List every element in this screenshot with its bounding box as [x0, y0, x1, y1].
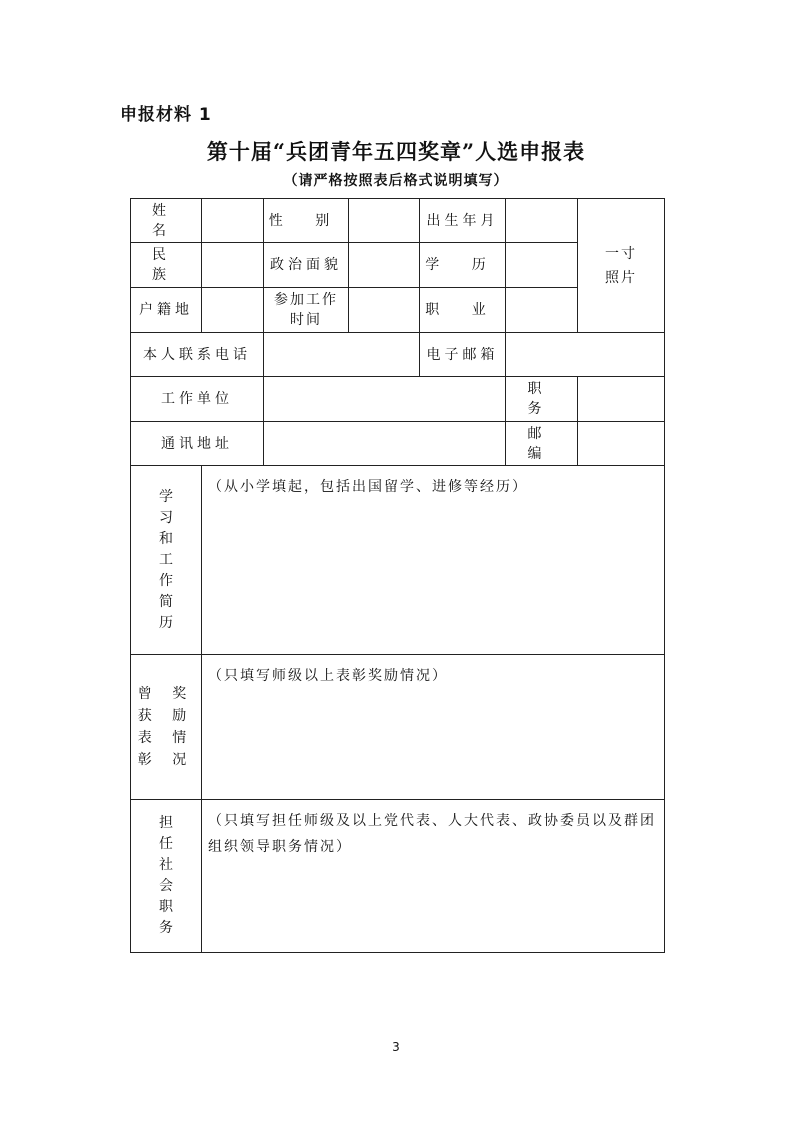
social-char-2: 社 — [159, 857, 173, 873]
occupation-label: 职 业 — [419, 287, 506, 333]
social-label — [130, 799, 202, 953]
email-field[interactable] — [505, 332, 665, 377]
address-field[interactable] — [263, 421, 506, 466]
political-field[interactable] — [348, 242, 420, 288]
resume-note: （从小学填起，包括出国留学、进修等经历） — [208, 479, 528, 495]
resume-char-2: 和 — [159, 530, 173, 547]
awards-line-2: 表 情 — [137, 730, 195, 746]
photo-label-1: 一寸 — [605, 245, 637, 262]
position-label: 职 务 — [505, 376, 578, 422]
awards-note: （只填写师级以上表彰奖励情况） — [208, 668, 448, 684]
social-note: （只填写担任师级及以上党代表、人大代表、政协委员以及群团组织领导职务情况） — [208, 813, 656, 855]
form-title: 第十届“兵团青年五四奖章”人选申报表 — [206, 139, 586, 164]
resume-char-1: 习 — [159, 509, 173, 526]
birth-field[interactable] — [505, 198, 578, 243]
page-number: 3 — [392, 1040, 400, 1054]
gender-label: 性 别 — [263, 198, 349, 243]
education-label: 学 历 — [419, 242, 506, 288]
work-start-label — [263, 287, 349, 333]
postcode-field[interactable] — [577, 421, 665, 466]
social-char-4: 职 — [159, 899, 173, 915]
resume-char-4: 作 — [159, 572, 173, 589]
address-label: 通讯地址 — [130, 421, 264, 466]
work-start-label-2: 时间 — [290, 312, 322, 328]
social-char-0: 担 — [159, 815, 173, 831]
form-subtitle: （请严格按照表后格式说明填写） — [283, 173, 509, 189]
postcode-label: 邮 编 — [505, 421, 578, 466]
ethnicity-label: 民 族 — [130, 242, 202, 288]
photo-box[interactable] — [577, 198, 665, 333]
social-char-1: 任 — [159, 836, 173, 852]
work-start-field[interactable] — [348, 287, 420, 333]
awards-line-1: 获 励 — [137, 708, 195, 724]
photo-label-2: 照片 — [605, 269, 637, 286]
gender-field[interactable] — [348, 198, 420, 243]
phone-field[interactable] — [263, 332, 420, 377]
resume-label — [130, 465, 202, 655]
material-label: 申报材料 1 — [120, 105, 212, 125]
resume-char-0: 学 — [159, 488, 173, 505]
awards-field[interactable] — [201, 654, 665, 800]
awards-line-0: 曾 奖 — [137, 686, 195, 702]
social-field[interactable] — [201, 799, 665, 953]
employer-label: 工作单位 — [130, 376, 264, 422]
education-field[interactable] — [505, 242, 578, 288]
political-label: 政治面貌 — [263, 242, 349, 288]
birth-label: 出生年月 — [419, 198, 506, 243]
phone-label: 本人联系电话 — [130, 332, 264, 377]
email-label: 电子邮箱 — [419, 332, 506, 377]
social-char-3: 会 — [159, 878, 173, 894]
awards-label — [130, 654, 202, 800]
name-label: 姓 名 — [130, 198, 202, 243]
household-field[interactable] — [201, 287, 264, 333]
name-field[interactable] — [201, 198, 264, 243]
ethnicity-field[interactable] — [201, 242, 264, 288]
employer-field[interactable] — [263, 376, 506, 422]
awards-line-3: 彰 况 — [137, 752, 195, 768]
resume-char-5: 简 — [159, 593, 173, 610]
position-field[interactable] — [577, 376, 665, 422]
social-char-5: 务 — [159, 920, 173, 936]
household-label: 户籍地 — [130, 287, 202, 333]
occupation-field[interactable] — [505, 287, 578, 333]
resume-char-6: 历 — [159, 614, 173, 631]
resume-char-3: 工 — [159, 551, 173, 568]
work-start-label-1: 参加工作 — [274, 292, 338, 308]
resume-field[interactable] — [201, 465, 665, 655]
